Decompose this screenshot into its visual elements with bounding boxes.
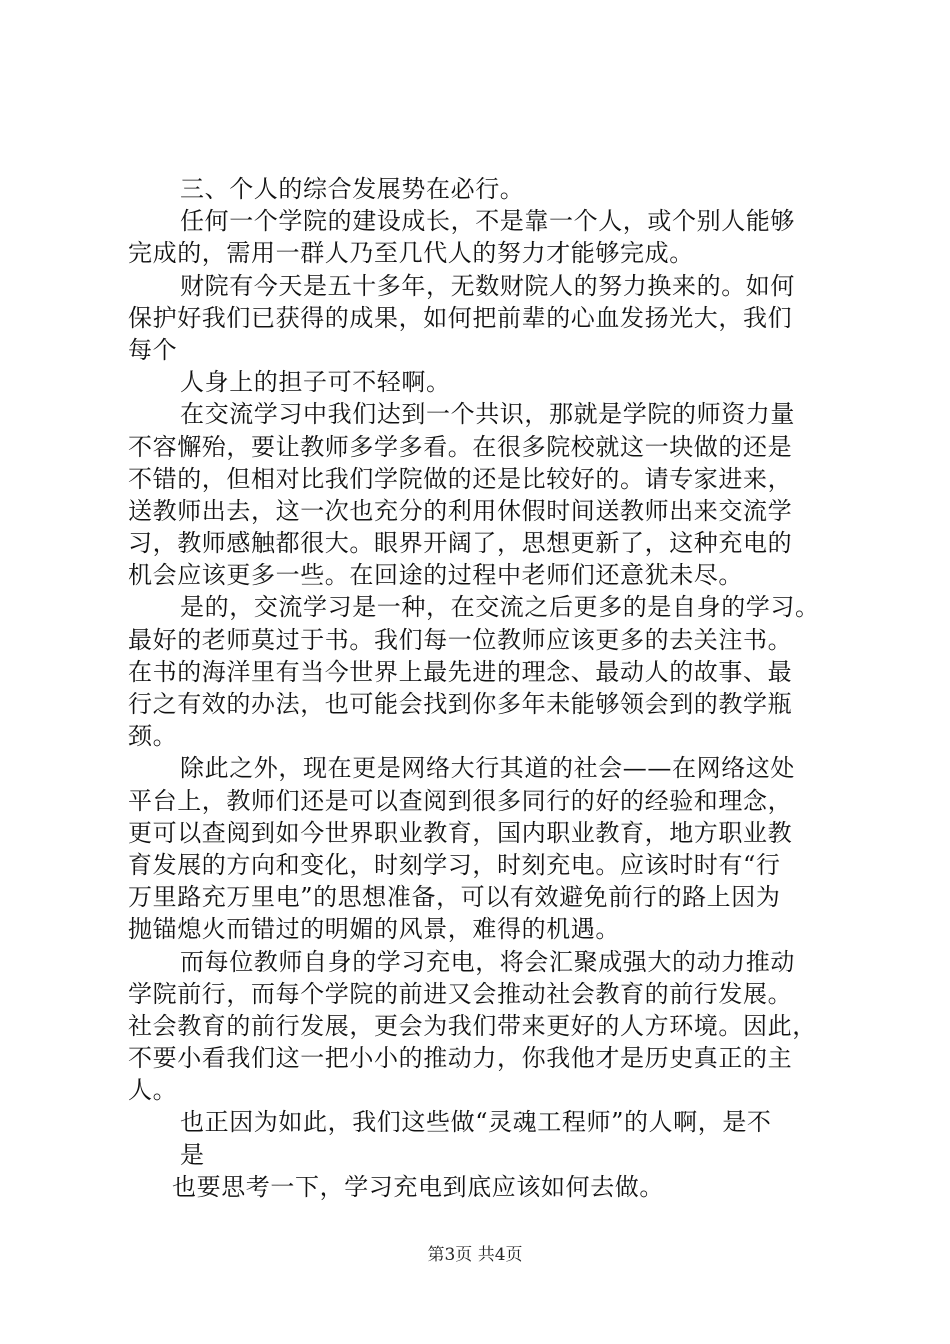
paragraph-line: 完成的，需用一群人乃至几代人的努力才能够完成。 [128,239,694,268]
page-footer [0,1245,950,1265]
paragraph-line: 人。 [128,1076,178,1105]
paragraph-line: 万里路充万里电”的思想准备，可以有效避免前行的路上因为 [128,883,781,912]
paragraph-line: 最好的老师莫过于书。我们每一位教师应该更多的去关注书。 [128,625,793,654]
paragraph-line: 机会应该更多一些。在回途的过程中老师们还意犹未尽。 [128,561,743,590]
paragraph-line: 人身上的担子可不轻啊。 [180,368,451,397]
paragraph-line: 而每位教师自身的学习充电，将会汇聚成强大的动力推动 [180,947,795,976]
paragraph-line: 平台上，教师们还是可以查阅到很多同行的好的经验和理念， [128,786,793,815]
paragraph-line: 颈。 [128,722,178,751]
paragraph-line: 学院前行，而每个学院的前进又会推动社会教育的前行发展。 [128,979,793,1008]
paragraph-line: 保护好我们已获得的成果，如何把前辈的心血发扬光大，我们 [128,303,793,332]
paragraph-line: 在书的海洋里有当今世界上最先进的理念、最动人的故事、最 [128,657,793,686]
paragraph-line: 每个 [128,335,178,364]
paragraph-line: 送教师出去，这一次也充分的利用休假时间送教师出来交流学 [128,496,793,525]
paragraph-line: 是的，交流学习是一种，在交流之后更多的是自身的学习。 [180,593,820,622]
paragraph-line: 社会教育的前行发展，更会为我们带来更好的人方环境。因此， [128,1011,817,1040]
paragraph-line: 不容懈殆，要让教师多学多看。在很多院校就这一块做的还是 [128,432,793,461]
paragraph-line: 财院有今天是五十多年，无数财院人的努力换来的。如何 [180,271,795,300]
paragraph-line: 也要思考一下，学习充电到底应该如何去做。 [172,1172,664,1201]
paragraph-line: 行之有效的办法，也可能会找到你多年未能够领会到的教学瓶 [128,690,793,718]
paragraph-line: 不要小看我们这一把小小的推动力，你我他才是历史真正的主 [128,1044,793,1073]
paragraph-line: 也正因为如此，我们这些做“灵魂工程师”的人啊，是不 [180,1108,772,1137]
paragraph-line: 习，教师感触都很大。眼界开阔了，思想更新了，这种充电的 [128,529,793,558]
paragraph-line: 更可以查阅到如今世界职业教育，国内职业教育，地方职业教 [128,818,793,847]
paragraph-line: 不错的，但相对比我们学院做的还是比较好的。请专家进来， [128,464,793,493]
body-text [128,173,843,1203]
page-number-label: 第3页 共4页 [427,1245,523,1265]
paragraph-line: 是 [180,1140,205,1169]
paragraph-line: 在交流学习中我们达到一个共识，那就是学院的师资力量 [180,400,795,429]
paragraph-line: 抛锚熄火而错过的明媚的风景，难得的机遇。 [128,915,620,944]
paragraph-line: 育发展的方向和变化，时刻学习，时刻充电。应该时时有“行 [128,850,781,879]
section-heading: 三、个人的综合发展势在必行。 [180,175,525,203]
paragraph-line: 任何一个学院的建设成长，不是靠一个人，或个别人能够 [180,207,795,236]
paragraph-line: 除此之外，现在更是网络大行其道的社会——在网络这处 [180,754,795,783]
